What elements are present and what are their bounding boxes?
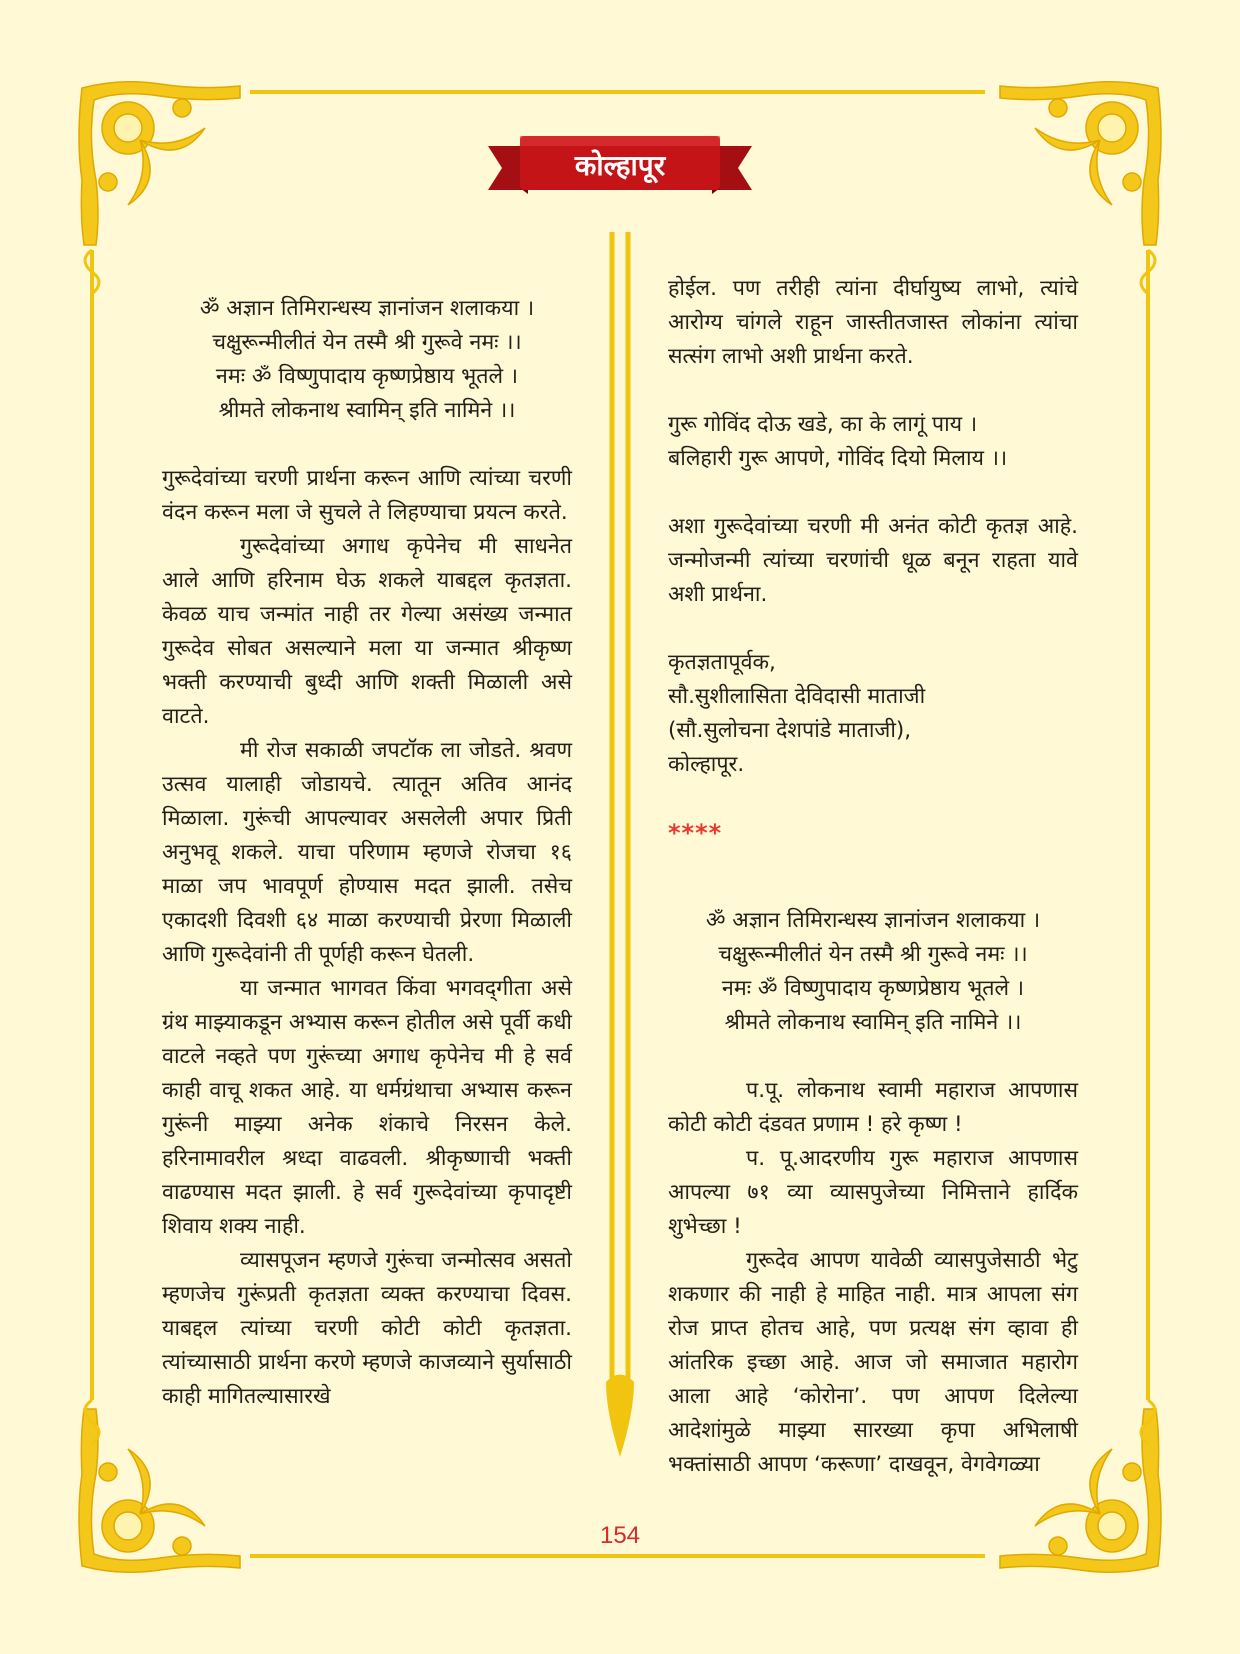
verse-line: नमः ॐ विष्णुपादाय कृष्णप्रेष्ठाय भूतले । bbox=[721, 976, 1025, 1001]
page-title: कोल्हापूर bbox=[574, 149, 666, 182]
left-column bbox=[162, 292, 572, 1414]
couplet-line: गुरू गोविंद दोऊ खडे, का के लागूं पाय । bbox=[668, 412, 978, 437]
right-column bbox=[668, 272, 1078, 1482]
verse-line: चक्षुरून्मीलीतं येन तस्मै श्री गुरूवे नमः ।। bbox=[212, 330, 522, 355]
corner-ornament-top-left bbox=[79, 82, 240, 245]
gratitude-paragraph: अशा गुरूदेवांच्या चरणी मी अनंत कोटी कृतज्ञ आहे. जन्मोजन्मी त्यांच्या चरणांची धूळ बनून राहता यावे अशी प्रार्थना. bbox=[668, 514, 1078, 607]
signature-block bbox=[668, 646, 1078, 782]
paragraph: गुरूदेवांच्या चरणी प्रार्थना करून आणि त्यांच्या चरणी वंदन करून मला जे सुचले ते लिहण्याचा प्रयत्न करते. bbox=[162, 466, 572, 525]
signature-line: (सौ.सुलोचना देशपांडे माताजी), bbox=[668, 718, 912, 743]
corner-ornament-bottom-left bbox=[79, 1409, 240, 1572]
verse-line: ॐ अज्ञान तिमिरान्धस्य ज्ञानांजन शलाकया । bbox=[199, 296, 535, 321]
corner-ornament-top-right bbox=[1000, 82, 1161, 245]
verse-line: श्रीमते लोकनाथ स्वामिन् इति नामिने ।। bbox=[218, 398, 516, 423]
guru-pranam-verse bbox=[162, 292, 572, 428]
verse-line: ॐ अज्ञान तिमिरान्धस्य ज्ञानांजन शलाकया । bbox=[705, 908, 1041, 933]
page-number: 154 bbox=[599, 1522, 641, 1549]
paragraph: व्यासपूजन म्हणजे गुरूंचा जन्मोत्सव असतो म्हणजेच गुरूंप्रती कृतज्ञता व्यक्त करण्याचा दिवस. याबद्दल त्यांच्या चरणी कोटी कोटी कृतज्ञता. त्यांच्यासाठी प्रार्थना करणे म्हणजे काजव्याने सुर्यासाठी काही मागितल्यासारखे bbox=[162, 1248, 572, 1409]
verse-line: श्रीमते लोकनाथ स्वामिन् इति नामिने ।। bbox=[724, 1010, 1022, 1035]
paragraph: या जन्मात भागवत किंवा भगवद्‌गीता असे ग्रंथ माझ्याकडून अभ्यास करून होतील असे पूर्वी कधी वाटले नव्हते पण गुरूंच्या अगाध कृपेनेच मी हे सर्व काही वाचू शकत आहे. या धर्मग्रंथाचा अभ्यास करून गुरूंनी माझ्या अनेक शंकाचे निरसन केले. हरिनामावरील श्रध्दा वाढवली. श्रीकृष्णाची भक्ती वाढण्यास मदत झाली. हे सर्व गुरूदेवांच्या कृपादृष्टी शिवाय शक्य नाही. bbox=[162, 976, 572, 1239]
column-divider bbox=[598, 232, 642, 1457]
paragraph: गुरूदेवांच्या अगाध कृपेनेच मी साधनेत आले आणि हरिनाम घेऊ शकले याबद्दल कृतज्ञता. केवळ याच जन्मांत नाही तर गेल्या असंख्य जन्मात गुरूदेव सोबत असल्याने मला या जन्मात श्रीकृष्ण भक्ती करण्याची बुध्दी आणि शक्ती मिळाली असे वाटते. bbox=[162, 534, 572, 729]
paragraph-continuation: होईल. पण तरीही त्यांना दीर्घायुष्य लाभो, त्यांचे आरोग्य चांगले राहून जास्तीतजास्त लोकांना त्यांचा सत्संग लाभो अशी प्रार्थना करते. bbox=[668, 276, 1078, 369]
paragraph: प.पू. लोकनाथ स्वामी महाराज आपणास कोटी कोटी दंडवत प्रणाम ! हरे कृष्ण ! bbox=[668, 1078, 1078, 1137]
signature-line: कृतज्ञतापूर्वक, bbox=[668, 650, 776, 675]
verse-line: चक्षुरून्मीलीतं येन तस्मै श्री गुरूवे नमः ।। bbox=[718, 942, 1028, 967]
couplet bbox=[668, 408, 1078, 476]
verse-line: नमः ॐ विष्णुपादाय कृष्णप्रेष्ठाय भूतले । bbox=[215, 364, 519, 389]
section-separator: **** bbox=[668, 819, 723, 847]
paragraph: मी रोज सकाळी जपटॉक ला जोडते. श्रवण उत्सव यालाही जोडायचे. त्यातून अतिव आनंद मिळाला. गुरूंची आपल्यावर असलेली अपार प्रिती अनुभवू शकले. याचा परिणाम म्हणजे रोजचा १६ माळा जप भावपूर्ण होण्यास मदत झाली. तसेच एकादशी दिवशी ६४ माळा करण्याची प्रेरणा मिळाली आणि गुरूदेवांनी ती पूर्णही करून घेतली. bbox=[162, 738, 572, 967]
guru-pranam-verse bbox=[668, 904, 1078, 1040]
paragraph: गुरूदेव आपण यावेळी व्यासपुजेसाठी भेटु शकणार की नाही हे माहित नाही. मात्र आपला संग रोज प्राप्त होतच आहे, पण प्रत्यक्ष संग व्हावा ही आंतरिक इच्छा आहे. आज जो समाजात महारोग आला आहे ‘कोरोना’. पण आपण दिलेल्या आदेशांमुळे माझ्या सारख्या कृपा अभिलाषी भक्तांसाठी आपण ‘करूणा’ दाखवून, वेगवेगळ्या bbox=[668, 1248, 1078, 1477]
signature-line: सौ.सुशीलासिता देविदासी माताजी bbox=[668, 684, 926, 709]
signature-line: कोल्हापूर. bbox=[668, 752, 745, 777]
paragraph: प. पू.आदरणीय गुरू महाराज आपणास आपल्या ७१ व्या व्यासपुजेच्या निमित्ताने हार्दिक शुभेच्छा ! bbox=[668, 1146, 1078, 1239]
couplet-line: बलिहारी गुरू आपणे, गोविंद दियो मिलाय ।। bbox=[668, 446, 1008, 471]
